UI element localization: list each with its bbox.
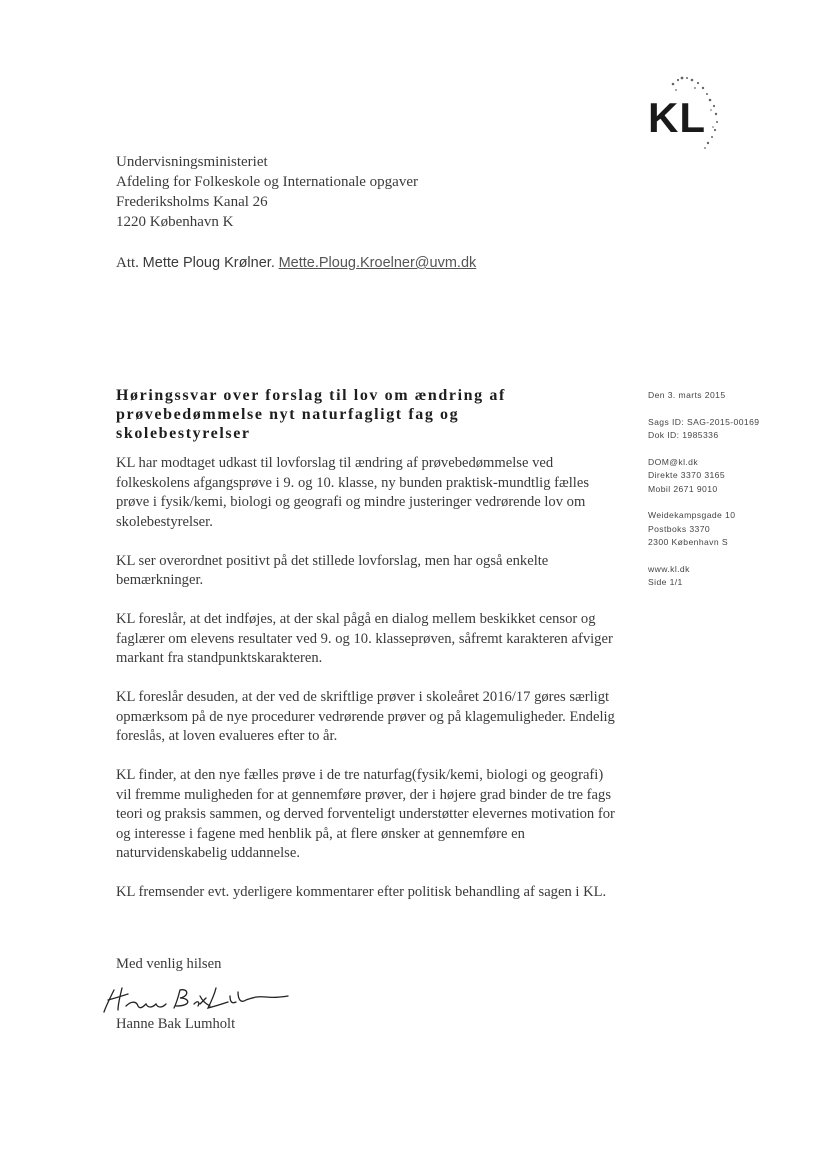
meta-sags-id: Sags ID: SAG-2015-00169 [648,416,760,427]
meta-page: Side 1/1 [648,577,683,587]
address-line: 1220 København K [116,214,234,230]
kl-logo [640,70,740,160]
recipient-address [116,152,418,232]
meta-dok-id: Dok ID: 1985336 [648,430,719,440]
body-paragraph: KL har modtaget udkast til lovforslag til ændring af prøvebedømmelse ved folkeskolens afgangsprøve i 9. og 10. klasse, ny bunden praktisk-mundtlig fælles prøve i fysik/kemi, biologi og geografi og mindre justeringer vedrørende lov om skolebestyrelser. [116,455,590,530]
att-email-link[interactable]: Mette.Ploug.Kroelner@uvm.dk [278,255,477,271]
address-line: Undervisningsministeriet [116,154,268,170]
att-name: Mette Ploug Krølner. [142,255,275,271]
address-line: Frederiksholms Kanal 26 [116,194,268,210]
handwritten-signature [96,978,296,1018]
body-paragraph: KL ser overordnet positivt på det stillede lovforslag, men har også enkelte bemærkninger. [116,552,549,588]
meta-web: www.kl.dk [648,563,690,574]
body-paragraph: KL foreslår desuden, at der ved de skriftlige prøver i skoleåret 2016/17 gøres særligt opmærksom på de nye procedurer vedrørende prøver og på klagemuligheder. Endelig foreslås, at loven evalueres efter to år. [116,689,615,744]
closing-salutation: Med venlig hilsen [116,956,222,972]
meta-mobil: Mobil 2671 9010 [648,483,718,494]
letter-body [116,454,616,922]
logo-text: KL [648,94,706,141]
address-line: Afdeling for Folkeskole og Internationale opgaver [116,174,418,190]
att-prefix: Att. [116,255,139,271]
body-paragraph: KL foreslår, at det indføjes, at der skal pågå en dialog mellem beskikket censor og faglærer om elevens resultater ved 9. og 10. klasseprøven, såfremt karakteren afviger markant fra standpunktskarakteren. [116,611,613,666]
meta-city: 2300 København S [648,537,728,547]
meta-postboks: Postboks 3370 [648,523,711,534]
signer-name: Hanne Bak Lumholt [116,1016,236,1032]
document-title: Høringssvar over forslag til lov om ændring af prøvebedømmelse nyt naturfagligt fag og skolebestyrelser [116,387,506,442]
meta-direkte: Direkte 3370 3165 [648,470,726,480]
meta-street: Weidekampsgade 10 [648,510,736,520]
letter-meta-sidebar [648,389,759,603]
attention-line [116,255,476,272]
body-paragraph: KL fremsender evt. yderligere kommentarer efter politisk behandling af sagen i KL. [116,884,607,900]
meta-date: Den 3. marts 2015 [648,390,726,400]
body-paragraph: KL finder, at den nye fælles prøve i de tre naturfag(fysik/kemi, biologi og geografi) vil fremme muligheden for at gennemføre prøver, der i højere grad binder de tre fags teori og praksis sammen, og derved forventeligt understøtter elevernes motivation for og interesse i fagene med henblik på, at flere ønsker at gennemføre en naturvidenskabelig uddannelse. [116,767,615,861]
meta-email: DOM@kl.dk [648,456,699,467]
